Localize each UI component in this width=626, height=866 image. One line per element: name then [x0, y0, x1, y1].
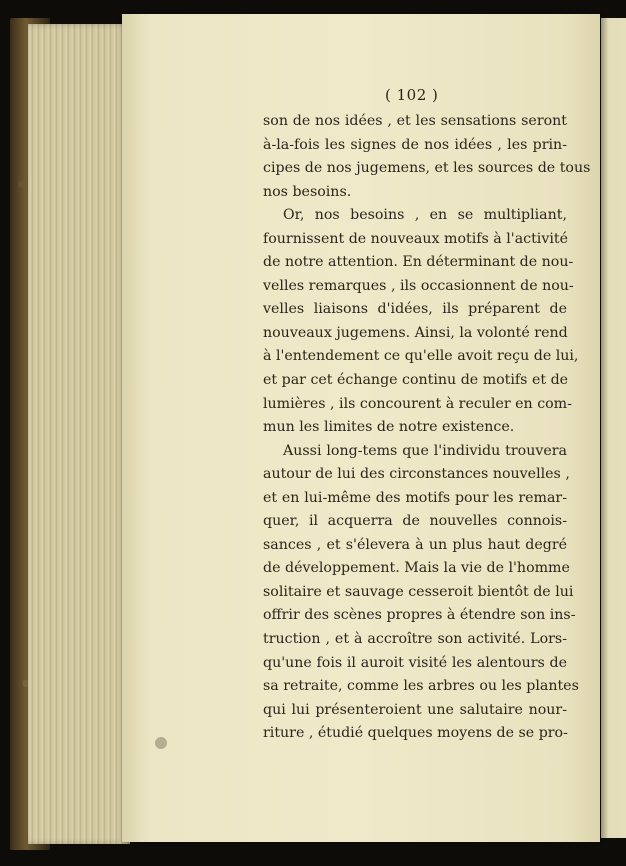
text-line: qu'une fois il auroit visité les alentours de: [263, 654, 567, 671]
facing-page-edge: [601, 18, 626, 838]
text-line: nos besoins.: [263, 183, 352, 200]
text-line: de notre attention. En déterminant de nou-: [263, 254, 574, 271]
text-line: nouveaux jugemens. Ainsi, la volonté rend: [263, 324, 568, 341]
text-line: cipes de nos jugemens, et les sources de tous: [263, 160, 591, 177]
text-line: et en lui-même des motifs pour les remar-: [263, 489, 567, 506]
text-line: offrir des scènes propres à étendre son ins-: [263, 607, 576, 624]
text-line: à-la-fois les signes de nos idées , les prin-: [263, 136, 567, 153]
text-line: quer, il acquerra de nouvelles connois-: [263, 513, 567, 530]
text-line: de développement. Mais la vie de l'homme: [263, 560, 570, 577]
ink-smudge: [155, 737, 167, 749]
page-number: ( 102 ): [385, 86, 439, 104]
text-line: et par cet échange continu de motifs et de: [263, 372, 569, 389]
text-line: autour de lui des circonstances nouvelles ,: [263, 466, 570, 483]
text-line: velles remarques , ils occasionnent de nou-: [263, 277, 574, 294]
text-line: truction , et à accroître son activité. Lors-: [263, 631, 567, 648]
text-line: Aussi long-tems que l'individu trouvera: [283, 442, 567, 459]
text-line: fournissent de nouveaux motifs à l'activité: [263, 230, 568, 247]
text-line: velles liaisons d'idées, ils préparent de: [263, 301, 567, 318]
text-line: son de nos idées , et les sensations seront: [263, 113, 567, 129]
body-text: [263, 110, 591, 746]
text-line: sances , et s'élevera à un plus haut degré: [263, 536, 567, 553]
text-line: sa retraite, comme les arbres ou les plantes: [263, 678, 579, 695]
text-line: à l'entendement ce qu'elle avoit reçu de lui,: [263, 348, 579, 365]
page-stack-edges: [28, 24, 130, 844]
text-line: solitaire et sauvage cesseroit bientôt de lui: [263, 583, 574, 600]
text-line: qui lui présenteroient une salutaire nour-: [263, 701, 567, 718]
text-line: lumières , ils concourent à reculer en com-: [263, 395, 572, 412]
text-line: riture , étudié quelques moyens de se pro-: [263, 725, 568, 742]
text-line: Or, nos besoins , en se multipliant,: [283, 207, 567, 224]
text-line: mun les limites de notre existence.: [263, 419, 515, 436]
